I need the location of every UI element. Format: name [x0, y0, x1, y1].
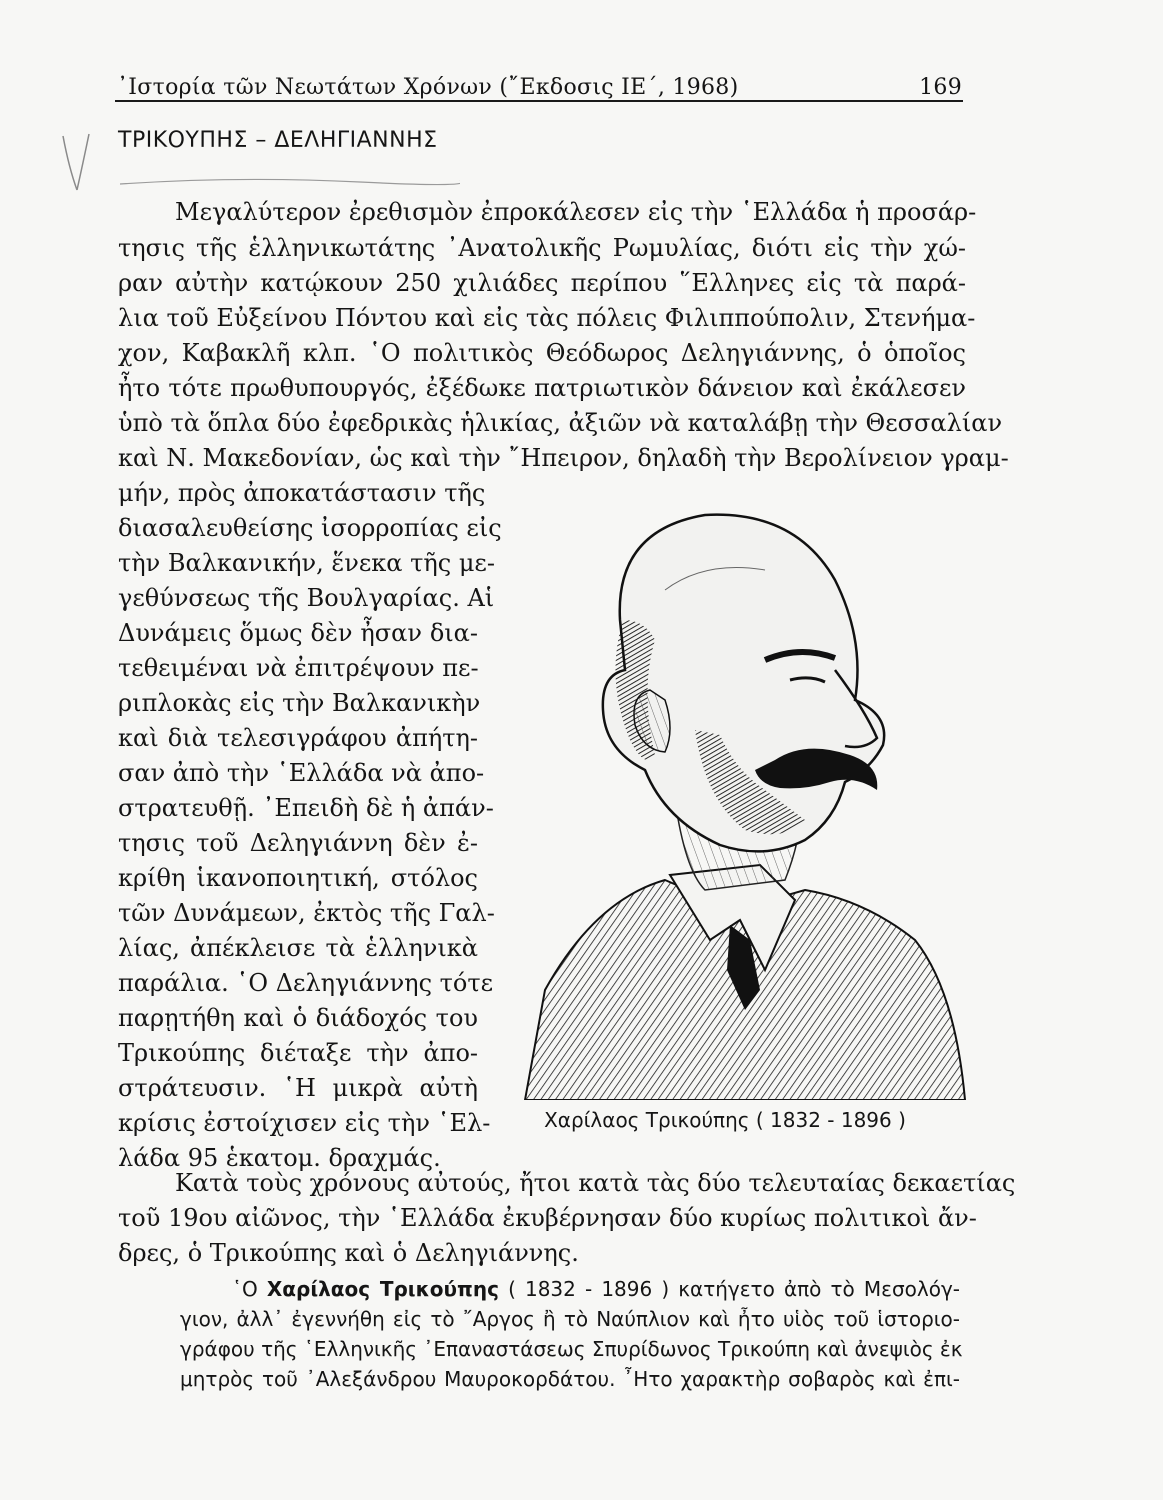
- paragraph-line: ριπλοκὰς εἰς τὴν Βαλκανικὴν: [118, 689, 481, 717]
- paragraph-line: στρατευθῇ. ᾿Επειδὴ δὲ ἡ ἀπάν-: [118, 794, 494, 822]
- bio-name: Χαρίλαος Τρικούπης: [266, 1277, 499, 1301]
- paragraph-line: μήν, πρὸς ἀποκατάστασιν τῆς: [118, 479, 486, 507]
- paragraph-line: λίας, ἀπέκλεισε τὰ ἑλληνικὰ: [118, 934, 478, 962]
- paragraph-line: καὶ Ν. Μακεδονίαν, ὡς καὶ τὴν ῎Ηπειρον, δηλαδὴ τὴν Βερολίνειον γραμ-: [118, 444, 1009, 472]
- paragraph-line: γεθύνσεως τῆς Βουλγαρίας. Αἱ: [118, 584, 495, 612]
- paragraph-line: γράφου τῆς ῾Ελληνικῆς ᾿Επαναστάσεως Σπυρίδωνος Τρικούπη καὶ ἀνεψιὸς ἐκ: [180, 1337, 963, 1361]
- section-title: ΤΡΙΚΟΥΠΗΣ – ΔΕΛΗΓΙΑΝΝΗΣ: [118, 128, 438, 153]
- portrait-caption: Χαρίλαος Τρικούπης ( 1832 - 1896 ): [544, 1108, 906, 1132]
- portrait-engraving: [505, 470, 975, 1100]
- paragraph-line: κρίθη ἱκανοποιητική, στόλος: [118, 864, 478, 892]
- paragraph-line: Μεγαλύτερον ἐρεθισμὸν ἐπροκάλεσεν εἰς τὴν ῾Ελλάδα ἡ προσάρ-: [175, 198, 977, 226]
- paragraph-line: τοῦ 19ου αἰῶνος, τὴν ῾Ελλάδα ἐκυβέρνησαν δύο κυρίως πολιτικοὶ ἄν-: [118, 1204, 977, 1232]
- paragraph-line: ραν αὐτὴν κατῴκουν 250 χιλιάδες περίπου ῞Ελληνες εἰς τὰ παρά-: [118, 269, 966, 297]
- paragraph-line: γιον, ἀλλ᾿ ἐγεννήθη εἰς τὸ ῎Αργος ἢ τὸ Ναύπλιον καὶ ἦτο υἱὸς τοῦ ἱστοριο-: [180, 1307, 960, 1331]
- paragraph-line: ἦτο τότε πρωθυπουργός, ἐξέδωκε πατριωτικὸν δάνειον καὶ ἐκάλεσεν: [118, 374, 966, 402]
- paragraph-line: στράτευσιν. ῾Η μικρὰ αὐτὴ: [118, 1074, 478, 1102]
- paragraph-line: λάδα 95 ἑκατομ. δραχμάς.: [118, 1144, 441, 1172]
- paragraph-line: σαν ἀπὸ τὴν ῾Ελλάδα νὰ ἀπο-: [118, 759, 485, 787]
- paragraph-line: τῶν Δυνάμεων, ἐκτὸς τῆς Γαλ-: [118, 899, 495, 927]
- page-number: 169: [919, 75, 962, 100]
- paragraph-line: καὶ διὰ τελεσιγράφου ἀπήτη-: [118, 724, 478, 752]
- pencil-underline: [120, 172, 460, 192]
- paragraph-line: ὑπὸ τὰ ὅπλα δύο ἐφεδρικὰς ἡλικίας, ἀξιῶν νὰ καταλάβῃ τὴν Θεσσαλίαν: [118, 409, 1003, 437]
- margin-pencil-mark: [55, 128, 115, 198]
- paragraph-line: τὴν Βαλκανικήν, ἕνεκα τῆς με-: [118, 549, 495, 577]
- paragraph-line: Δυνάμεις ὅμως δὲν ἦσαν δια-: [118, 619, 478, 647]
- paragraph-line: παρῃτήθη καὶ ὁ διάδοχός του: [118, 1004, 478, 1032]
- bio-first-line-rest: ( 1832 - 1896 ) κατήγετο ἀπὸ τὸ Μεσολόγ-: [508, 1277, 960, 1301]
- paragraph-line: λια τοῦ Εὐξείνου Πόντου καὶ εἰς τὰς πόλεις Φιλιππούπολιν, Στενήμα-: [118, 304, 976, 332]
- paragraph-line: τησις τῆς ἑλληνικωτάτης ᾿Ανατολικῆς Ρωμυλίας, διότι εἰς τὴν χώ-: [118, 234, 966, 262]
- bio-lead-article: ῾Ο: [232, 1277, 258, 1301]
- paragraph-line: μητρὸς τοῦ ᾿Αλεξάνδρου Μαυροκορδάτου. ῏Ητο χαρακτὴρ σοβαρὸς καὶ ἐπι-: [180, 1367, 960, 1391]
- header-rule: [115, 100, 963, 102]
- paragraph-line: Τρικούπης διέταξε τὴν ἀπο-: [118, 1039, 478, 1067]
- bio-first-line: [232, 1275, 960, 1303]
- paragraph-line: παράλια. ῾Ο Δεληγιάννης τότε: [118, 969, 494, 997]
- paragraph-line: χον, Καβακλῆ κλπ. ῾Ο πολιτικὸς Θεόδωρος Δεληγιάννης, ὁ ὁποῖος: [118, 339, 966, 367]
- running-title: ᾿Ιστορία τῶν Νεωτάτων Χρόνων (῎Εκδοσις ΙΕ΄, 1968): [117, 75, 739, 100]
- paragraph-line: Κατὰ τοὺς χρόνους αὐτούς, ἤτοι κατὰ τὰς δύο τελευταίας δεκαετίας: [175, 1169, 1016, 1197]
- paragraph-line: κρίσις ἐστοίχισεν εἰς τὴν ῾Ελ-: [118, 1109, 491, 1137]
- paragraph-line: τεθειμέναι νὰ ἐπιτρέψουν πε-: [118, 654, 479, 682]
- paragraph-line: τησις τοῦ Δεληγιάννη δὲν ἐ-: [118, 829, 478, 857]
- paragraph-line: δρες, ὁ Τρικούπης καὶ ὁ Δεληγιάννης.: [118, 1239, 579, 1267]
- paragraph-line: διασαλευθείσης ἰσορροπίας εἰς: [118, 514, 502, 542]
- running-head: [117, 66, 962, 100]
